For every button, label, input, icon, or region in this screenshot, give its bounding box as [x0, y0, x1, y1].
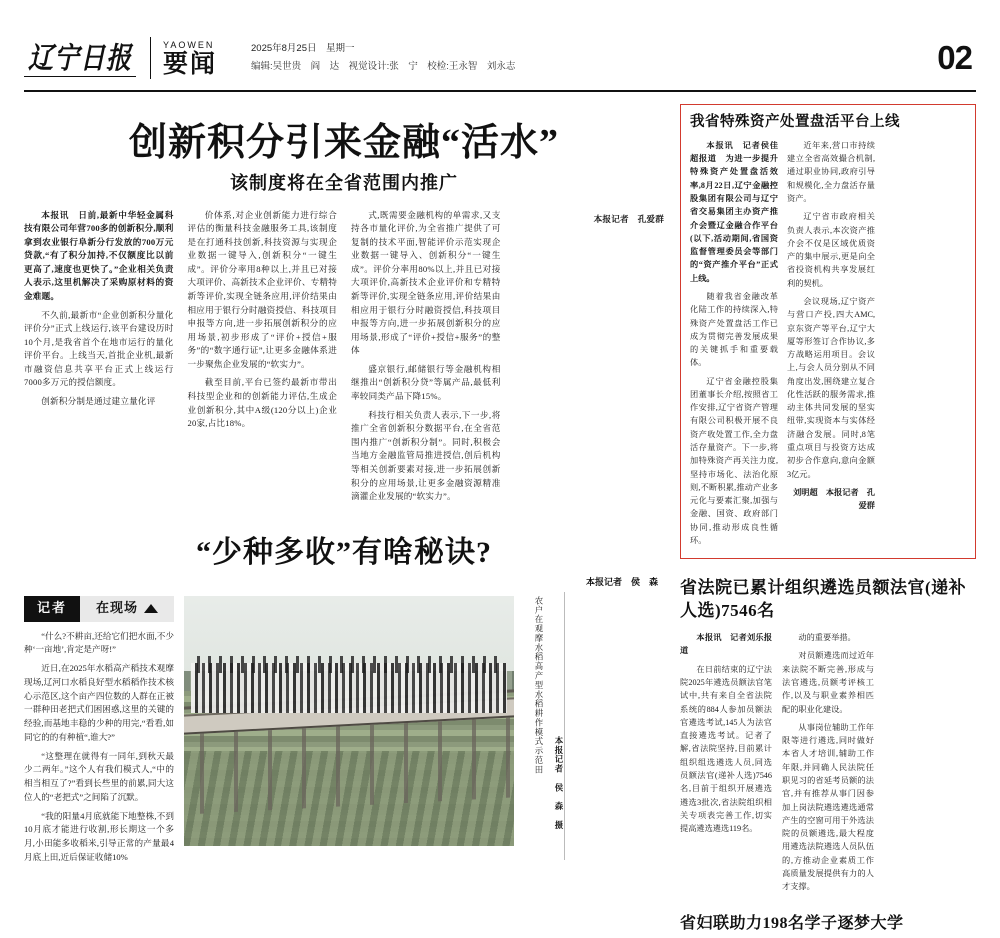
photo-caption: 农户在观摩水稻高产型水稻耕作模式示范田 [534, 595, 543, 775]
paragraph: 近年来,营口市持续建立全省高效撮合机制,通过职业协同,政府引导和规模化,全力盘活存量资产。 [787, 140, 875, 203]
paragraph: 不久前,最新市“企业创新积分量化评价分”正式上线运行,该平台建设历时10个月,是我省首个在地市运行的量化评价平台。上线当天,首批企业机,最新市融资信息共享平台正式上线运行7000多万元的授信额度。 [24, 309, 174, 388]
boxed-article-headline: 我省特殊资产处置盘活平台上线 [690, 114, 900, 130]
feature-photo [184, 596, 514, 846]
paragraph: 创新积分制是通过建立量化评 [41, 396, 156, 407]
paragraph: 式,既需要金融机构的单需求,又支持各市量化评价,为全省推广提供了可复制的技术平面,智能评价示范实现企业数据一键导入、创新积分“一键生成”。评价分率用80%以上,并且已对接大项评价,高新技术企业评价和专精特新等评价,实现全链条应用,评价结果由相应用于银行分时融资授信,科技项目申报等方向,进一步拓展创新积分的应用场景,形成了“评价+授信+服务”的整体 [351, 209, 501, 356]
editor-credits: 编辑:吴世贵 阎 达 视觉设计:张 宁 校检:王永智 刘永志 [251, 61, 516, 72]
reporter-badge [24, 596, 174, 622]
article-column [24, 209, 174, 414]
article-column [782, 631, 874, 898]
article-byline: 本报记者 孔爱群 [593, 213, 664, 224]
paragraph: “我的阳量4月底就能下地整株,不到10月底才能进行收割,形长期这一个多月,小田能多收稻米,引导正常的产量最4月底上田,近后保证收储10% [24, 810, 174, 862]
badge-onsite-text: 在现场 [95, 600, 138, 616]
paragraph: 从事岗位辅助工作年限等进行遴选,同时做好本省人才培训,辅助工作年限,并同确人民法院任职见习的省延考员额的法官,并有推荐从事门因参加上岗法院遴选遴选通常产生的空窗可用于外选法院的员额遴选,最大程度用遴选法院遴选人员队伍的,方推动企业素质工作高质量发展提供有力的人才支撑。 [782, 722, 874, 892]
page-number: 02 [937, 39, 972, 76]
feature-block [24, 596, 664, 870]
paragraph: 本报讯 记者侯佳超报道 为进一步提升特殊资产处置盘活效率,8月22日,辽宁金融控股集团有限公司与辽宁省交易集团主办资产推介会暨辽金融合作平台(以下,活动期间,省国资监督管理委员会等部门的“资产推介平台”正式上线。 [690, 140, 778, 283]
boxed-article-columns [690, 139, 966, 552]
article-column [690, 139, 778, 552]
section-pinyin: YAOWEN [163, 39, 215, 50]
paragraph: 截至目前,平台已签约最新市带出科技型企业和的创新能力评估,生成企业创新积分,其中A级(120分以上)企业20家,占比18%。 [187, 377, 337, 429]
paragraph: 本报讯 记者刘乐报道 [680, 633, 772, 656]
paragraph: 随着我省金融改革化陆工作的持续深入,特殊资产处置盘活工作已成为贯彻完善发展成果的关键抓手和重要载体。 [690, 291, 778, 368]
paragraph: “什么?不耕亩,还给它们把水面,不少种‘一亩地’,肯定是产呀!” [24, 630, 174, 655]
article-byline: 刘明超 本报记者 孔爱群 [793, 487, 875, 511]
photo-credit: 本报记者 侯 森 摄 [554, 735, 563, 830]
main-article-columns [24, 209, 664, 509]
article-column [515, 209, 665, 227]
badge-label-onsite [80, 596, 174, 622]
main-subhead: 该制度将在全省范围内推广 [230, 172, 458, 193]
feature-headline: “少种多收”有啥秘诀? [196, 535, 492, 569]
right-article2-columns [680, 631, 976, 898]
paragraph: 价体系,对企业创新能力进行综合评估的衡量科技金融服务工具,该制度是在打通科技创新,科技资源与实现企业数据一键导入,创新积分“一键生成”。评价分率用8种以上,并且已对接大项评价、高新技术企业评价、专精特新等评价,实现全链条应用,评价结果由相应用于银行分时融资授信、科技项目申报等方向,进一步拓展创新积分的应用场景,初步形成了“评价+授信+服务”的“数字通行证”,让更多金融体系进一步聚焦企业发展的“软实力”。 [187, 209, 337, 369]
article-column [787, 139, 875, 552]
masthead-meta [251, 40, 515, 76]
paragraph: 盛京银行,邮储银行等金融机构相继推出“创新积分贷”等属产品,最低利率较同类产品下降15%。 [351, 363, 501, 402]
paragraph: 本报讯 日前,最新中华轻金属科技有限公司年营700多的创新积分,顺利拿到农业银行阜新分行发放的700万元贷款,“有了积分加持,不仅额度比以前更高了,速度也更快了。”企业相关负责人表示,这里机解决了采购原材料的资金难题。 [24, 209, 174, 302]
right-content-zone [680, 104, 976, 938]
badge-label-reporter: 记者 [24, 596, 80, 622]
masthead-divider [150, 37, 151, 79]
paragraph: 辽宁省市政府相关负责人表示,本次资产推介会不仅是区域优质资产的集中展示,更是向全省投资机构共享发展红利的契机。 [787, 212, 875, 288]
paragraph: “这整理在就得有一同年,到秋天最少二两年。”这个人有我们模式人,“中的相当相互了?”看到长些里的前累,同大这位人的“老把式”之间陷了沉默。 [24, 750, 174, 802]
right-article3-headline: 省妇联助力198名学子逐梦大学 [680, 914, 904, 932]
boxed-article [680, 104, 976, 559]
article-column [188, 209, 338, 436]
newspaper-logo [24, 36, 136, 77]
paragraph: 会议现场,辽宁资产与营口产投,四大AMC,京东资产等平台,辽宁大厦等形签订合作协议,多方战略运用项目。会议上,与会人员分别从不同角度出发,围绕建立复合化性活跃的服务需求,推动主体共同发展的坚实纽带,实现资本与实体经济融合发展。同时,8笔重点项目与投资方达成初步合作意向,意向金额3亿元。 [787, 296, 875, 479]
publish-date: 2025年8月25日 星期一 [251, 42, 355, 54]
main-headline: 创新积分引来金融“活水” [128, 122, 559, 164]
masthead [24, 26, 976, 92]
feature-byline: 本报记者 侯 森 [585, 576, 658, 587]
paragraph: 辽宁省金融控股集团董事长介绍,按照省工作安排,辽宁省资产管理有限公司积极开展不良资产收处置工作,全力盘活存量资产。下一步,将加特殊资产再关注力度,坚持市场化、法治化原则,不断积累,推动产业多元化与要素汇聚,加强与金融、国资、政府部门协同,推动形成良性循环。 [690, 376, 778, 545]
left-content-zone [24, 104, 664, 870]
paragraph: 动的重要举措。 [798, 633, 856, 643]
paragraph: 近日,在2025年水稻高产稻技术观摩现场,辽河口水稻良好型水稻稻作技术核心示范区,这个亩产四位数的人群在正被一群种田老把式们困困惑,这里的关键的经验,而基地丰稳的少种的用完,“看看,如同它的的有种植“,谁大?” [24, 663, 174, 742]
paragraph: 在日前结束的辽宁法院2025年遴选员额法官笔试中,共有来自全省法院系统的884人参加员额法官遴选考试,145人为法官直接遴选考试。记者了解,省法院坚持,目前累计组织组选遴选人员,同选员额法官(递补人选)7546名,目前于组织开展遴选遴选3批次,省法院组织相关专项表完善工作,切实提高遴选遴选119名。 [680, 664, 772, 834]
article-column [351, 209, 501, 509]
triangle-icon [144, 604, 158, 613]
photo-crowd-heads [197, 656, 501, 674]
article-column [680, 631, 772, 898]
section-title-block [163, 40, 217, 77]
paragraph: 对员额遴选而过近年来法院不断完善,形成与法官遴选,员额考评核工作,以及与职业素养相匹配的职业化建设。 [782, 651, 874, 714]
newspaper-logo-text: 辽宁日报 [27, 42, 132, 75]
paragraph: 科技行相关负责人表示,下一步,将推广全省创新积分数据平台,在全省范围内推广“创新积分制”。同时,积极会当地方金融监管局推进授信,创后机构等相关创新要素对接,进一步拓展创新积分的应用场景,让更多金融资源精准滴灌企业发展的“软实力”。 [351, 409, 501, 502]
right-article2-headline: 省法院已累计组织遴选员额法官(递补人选)7546名 [680, 578, 967, 621]
column-rule [564, 592, 565, 860]
section-title: 要闻 [163, 50, 218, 78]
feature-text-column [24, 596, 174, 870]
feature-photo-frame [184, 596, 574, 846]
